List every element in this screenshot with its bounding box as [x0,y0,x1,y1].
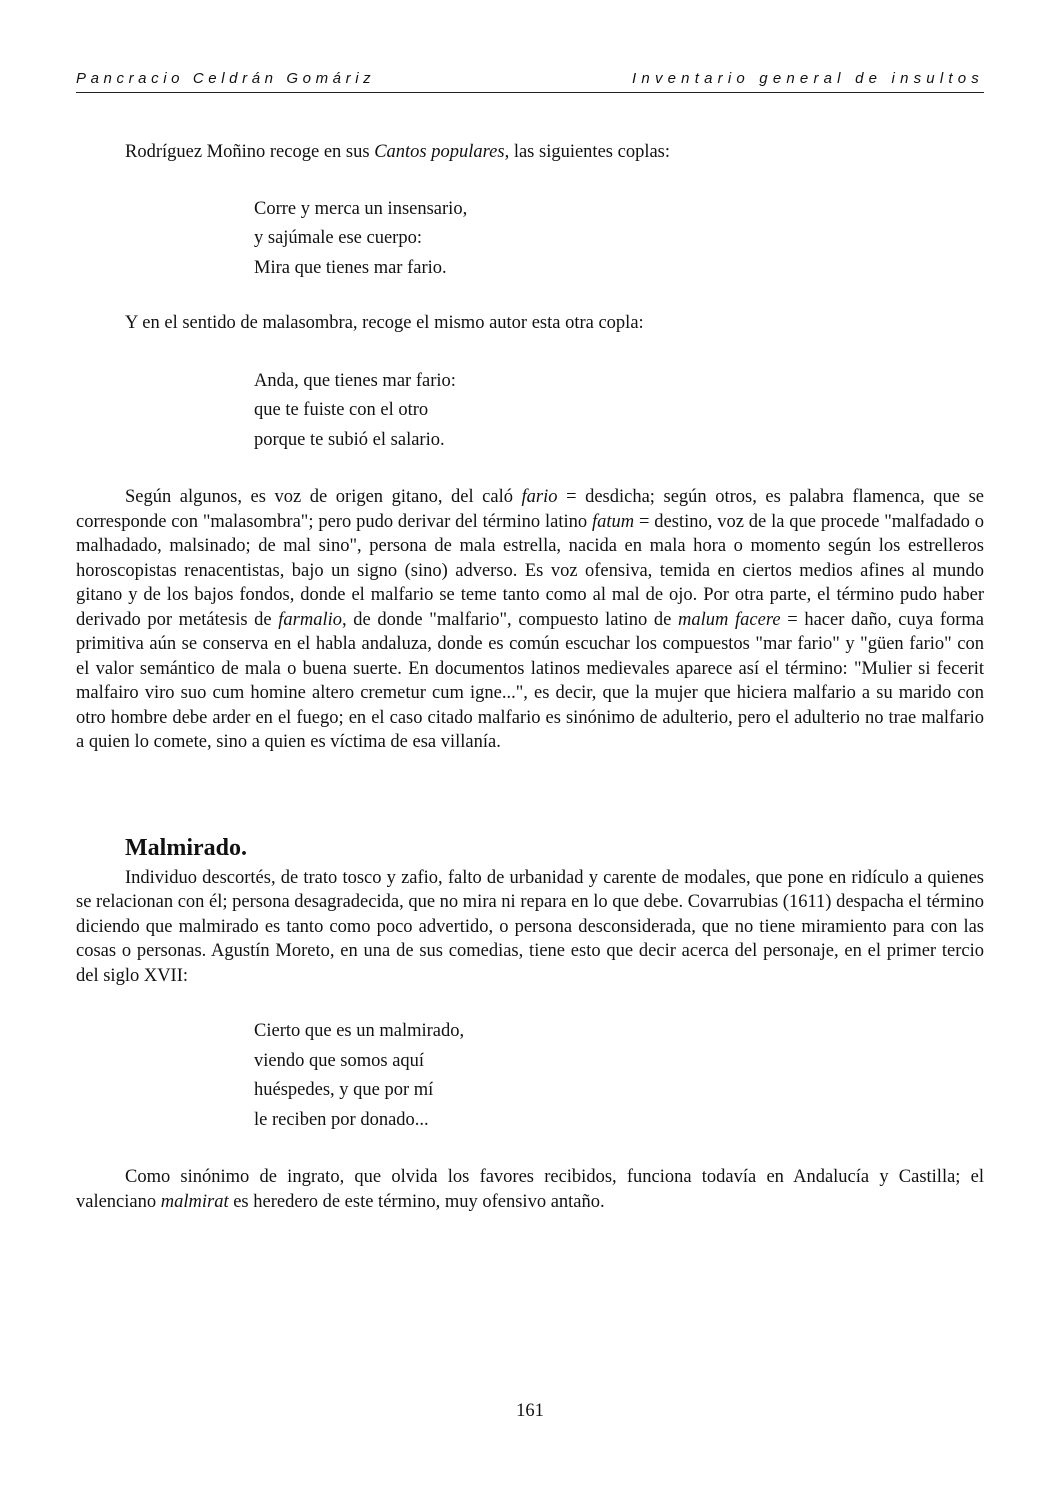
running-header [76,70,984,93]
text-run: Según algunos, es voz de origen gitano, del caló [125,487,522,507]
italic-term: malmirat [160,1191,229,1212]
header-author: Pancracio Celdrán Gomáriz [76,70,376,87]
text-run: es heredero de este término, muy ofensivo antaño. [228,1191,605,1212]
paragraph-second: Y en el sentido de malasombra, recoge el mismo autor esta otra copla: [125,313,644,333]
italic-title: Cantos populares [374,142,505,162]
text-run: Como sinónimo de ingrato, que olvida los favores recibidos, funciona todavía en Andalucía y Castilla; el valenciano [76,1167,984,1212]
entry-heading: Malmirado. [125,834,247,861]
verse-line: Mira que tienes mar fario. [254,257,447,278]
verse-block-3 [254,1017,984,1135]
verse-block-1 [254,195,984,284]
text-run: Rodríguez Moñino recoge en sus [125,142,375,162]
italic-term: fario [521,487,558,507]
verse-line: huéspedes, y que por mí [254,1080,434,1100]
paragraph-etymology [76,485,984,755]
text-run: , de donde "malfario", compuesto latino de [342,609,679,630]
paragraph-intro [76,140,984,165]
italic-term: farmalio [278,609,343,630]
text-run: = destino, voz de la que procede "malfadado o malhadado, malsinado; de mal sino", persona de mala estrella, nacida en mala hora o momento según los estrelleros horoscopistas renacentistas, bajo un signo (sino) adverso. Es voz ofensiva, temida en ciertos medios afines al mundo gitano y de los bajos fondos, donde el malfario se teme tanto como al mal de ojo. Por otra parte, el término pudo haber derivado por metátesis de [76,511,984,630]
verse-line: Corre y merca un insensario, [254,198,468,219]
italic-term: fatum [592,511,635,532]
verse-line: le reciben por donado... [254,1109,429,1130]
text-run: , las siguientes coplas: [504,142,671,162]
text-run: = hacer daño, cuya forma primitiva aún se conserva en el habla andaluza, donde es común escuchar los compuestos "mar fario" y "güen fario" con el valor semántico de mala o buena suerte. En documentos latinos medievales aparece así el término: "Mulier si fecerit malfairo viro suo cum homine altero cremetur cum igne...", es decir, que la mujer que hiciera malfario a su marido con otro hombre debe arder en el fuego; en el caso citado malfario es sinónimo de adulterio, pero el adulterio no trae malfario a quien lo comete, sino a quien es víctima de esa villanía. [76,609,985,752]
header-book-title: Inventario general de insultos [632,70,984,87]
paragraph-synonym [76,1165,984,1214]
verse-line: que te fuiste con el otro [254,400,429,420]
page-body [76,140,984,1214]
verse-line: Anda, que tienes mar fario: [254,370,456,391]
page-number: 161 [516,1401,544,1421]
text-run: = desdicha; según otros, es palabra flamenca, que se corresponde con "malasombra"; pero pudo derivar del término latino [76,487,984,532]
italic-term: malum facere [678,609,781,630]
verse-line: Cierto que es un malmirado, [254,1021,465,1041]
verse-block-2 [254,367,984,456]
verse-line: y sajúmale ese cuerpo: [254,228,422,248]
verse-line: porque te subió el salario. [254,429,445,450]
paragraph-definition: Individuo descortés, de trato tosco y zafio, falto de urbanidad y carente de modales, que pone en ridículo a quienes se relacionan con él; persona desagradecida, que no mira ni repara en lo que debe. Covarrubias (1611) despacha el término diciendo que malmirado es tanto como poco advertido, o persona desconsiderada, que no tiene miramiento para con las cosas o personas. Agustín Moreto, en una de sus comedias, tiene esto que decir acerca del personaje, en el primer tercio del siglo XVII: [76,867,985,986]
verse-line: viendo que somos aquí [254,1050,425,1071]
